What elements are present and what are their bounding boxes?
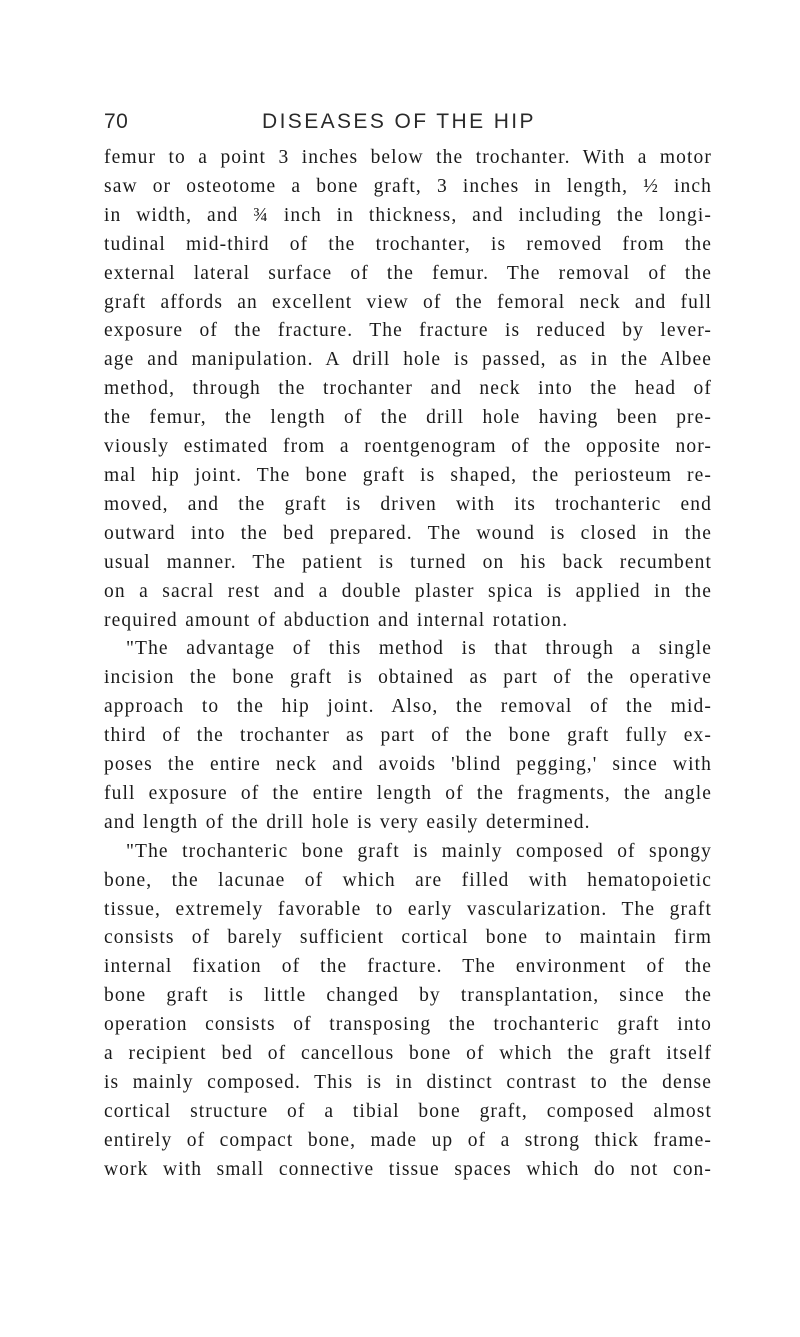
- text-line: mal hip joint. The bone graft is shaped, the periosteum re-: [104, 464, 712, 486]
- text-line: and length of the drill hole is very easily determined.: [104, 811, 591, 833]
- text-line: method, through the trochanter and neck into the head of: [104, 378, 712, 400]
- text-line: bone graft is little changed by transplantation, since the: [104, 985, 712, 1007]
- text-line: internal fixation of the fracture. The environment of the: [104, 956, 712, 978]
- text-line: usual manner. The patient is turned on his back recumbent: [104, 551, 712, 573]
- text-line: is mainly composed. This is in distinct contrast to the dense: [104, 1072, 712, 1093]
- text-line: femur to a point 3 inches below the trochanter. With a motor: [104, 147, 712, 168]
- text-line: approach to the hip joint. Also, the removal of the mid-: [104, 696, 712, 718]
- text-line: operation consists of transposing the trochanteric graft into: [104, 1014, 712, 1036]
- text-line: "The advantage of this method is that through a single: [126, 638, 712, 660]
- text-line: outward into the bed prepared. The wound is closed in the: [104, 522, 712, 544]
- text-line: full exposure of the entire length of the fragments, the angle: [104, 782, 712, 804]
- text-line: saw or osteotome a bone graft, 3 inches in length, ½ inch: [104, 175, 712, 197]
- running-title: DISEASES OF THE HIP: [262, 110, 536, 133]
- running-head: [104, 110, 712, 140]
- text-line: cortical structure of a tibial bone graft, composed almost: [104, 1100, 712, 1122]
- text-line: exposure of the fracture. The fracture is reduced by lever-: [104, 320, 712, 342]
- text-line: incision the bone graft is obtained as part of the operative: [104, 667, 712, 689]
- text-line: work with small connective tissue spaces which do not con-: [104, 1158, 712, 1180]
- text-line: tissue, extremely favorable to early vascularization. The graft: [104, 898, 712, 920]
- text-line: required amount of abduction and internal rotation.: [104, 609, 569, 631]
- text-line: tudinal mid-third of the trochanter, is removed from the: [104, 233, 712, 255]
- text-line: moved, and the graft is driven with its trochanteric end: [104, 493, 712, 515]
- text-line: the femur, the length of the drill hole having been pre-: [104, 407, 712, 429]
- text-line: in width, and ¾ inch in thickness, and including the longi-: [104, 204, 712, 226]
- text-line: viously estimated from a roentgenogram of the opposite nor-: [104, 436, 712, 458]
- text-line: entirely of compact bone, made up of a strong thick frame-: [104, 1129, 712, 1151]
- text-line: bone, the lacunae of which are filled with hematopoietic: [104, 869, 712, 891]
- text-line: graft affords an excellent view of the femoral neck and full: [104, 291, 712, 313]
- body-text: [104, 144, 712, 1185]
- text-line: third of the trochanter as part of the bone graft fully ex-: [104, 725, 712, 747]
- text-line: age and manipulation. A drill hole is passed, as in the Albee: [104, 349, 712, 371]
- text-line: a recipient bed of cancellous bone of which the graft itself: [104, 1043, 712, 1065]
- page-number: 70: [104, 110, 129, 133]
- text-line: poses the entire neck and avoids 'blind pegging,' since with: [104, 754, 712, 776]
- text-line: consists of barely sufficient cortical bone to maintain firm: [104, 927, 712, 949]
- text-line: "The trochanteric bone graft is mainly composed of spongy: [126, 840, 712, 862]
- text-line: external lateral surface of the femur. The removal of the: [104, 262, 712, 284]
- text-line: on a sacral rest and a double plaster spica is applied in the: [104, 580, 712, 602]
